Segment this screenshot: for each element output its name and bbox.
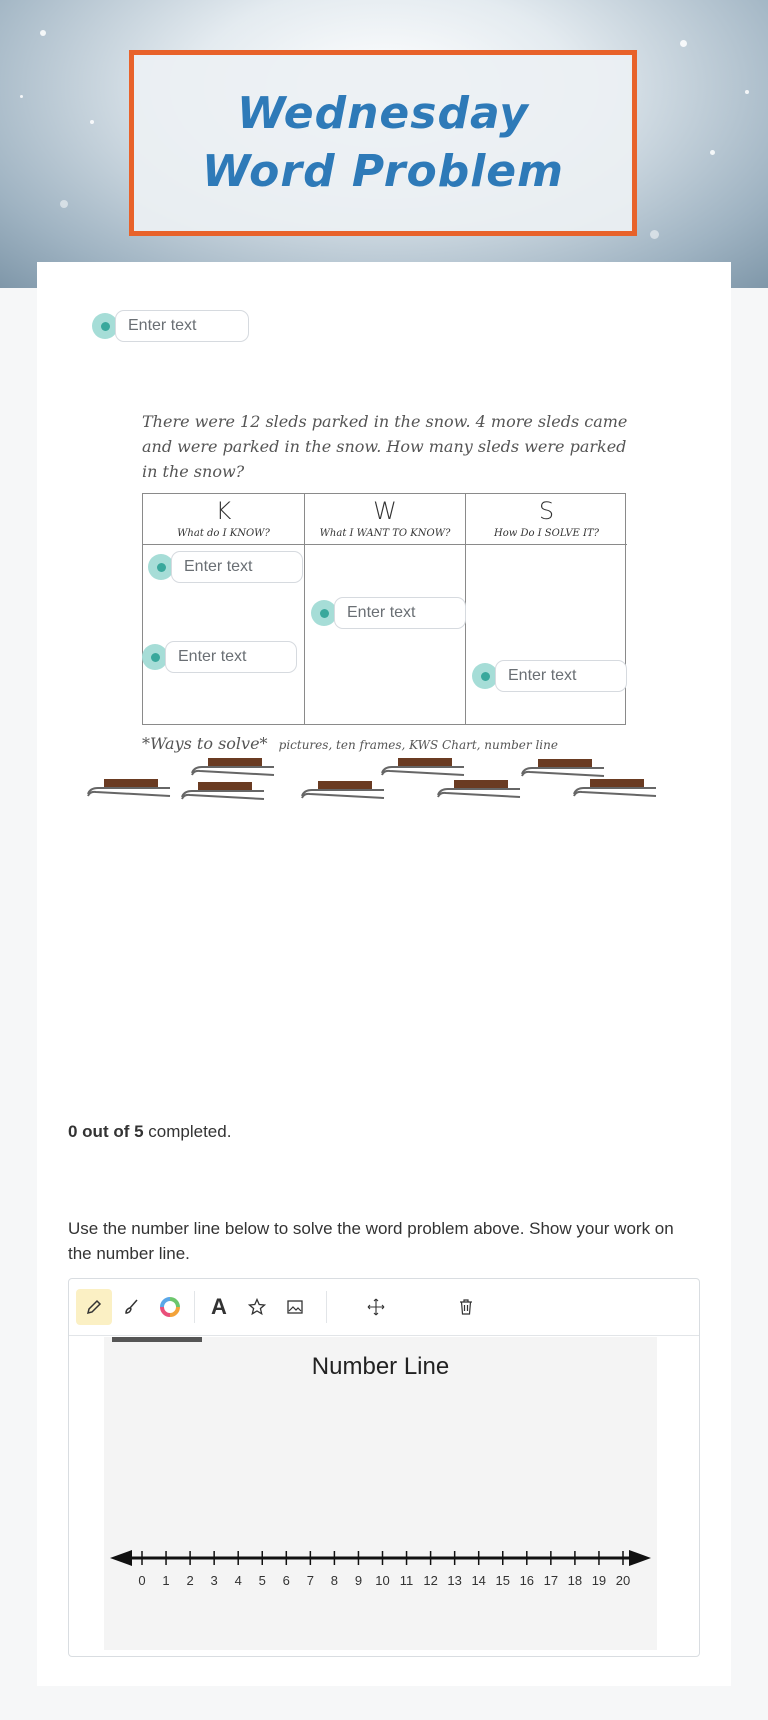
sled-icon [86, 774, 172, 800]
tick-label: 15 [495, 1573, 510, 1588]
sled-icon [436, 775, 522, 801]
toolbar-divider [326, 1291, 327, 1323]
ways-label: *Ways to solve* [142, 734, 268, 753]
drawing-canvas[interactable] [104, 1337, 657, 1650]
snowflake [650, 230, 659, 239]
tick-label: 4 [234, 1573, 242, 1588]
k-text-field-1[interactable]: Enter text [171, 551, 303, 583]
brush-icon[interactable] [114, 1289, 150, 1325]
w-text-field[interactable]: Enter text [334, 597, 466, 629]
name-text-field[interactable]: Enter text [115, 310, 249, 342]
kws-letter: S [538, 497, 555, 525]
tick-label: 6 [282, 1573, 290, 1588]
snowflake [20, 95, 23, 98]
snowflake [90, 120, 94, 124]
sled-icon [190, 753, 276, 779]
kws-header-w [305, 494, 465, 545]
number-line [104, 1337, 657, 1650]
tick-label: 20 [615, 1573, 631, 1588]
tick-label: 18 [567, 1573, 583, 1588]
k-field-group-2 [142, 641, 297, 673]
completion-status [68, 1122, 231, 1142]
star-icon[interactable] [239, 1289, 275, 1325]
tick-label: 19 [591, 1573, 607, 1588]
ways-list: pictures, ten frames, KWS Chart, number line [278, 738, 558, 752]
tick-label: 12 [423, 1573, 438, 1588]
tick-label: 13 [447, 1573, 462, 1588]
number-line-title: Number Line [311, 1353, 450, 1380]
tick-label: 5 [258, 1573, 266, 1588]
completion-count: 0 out of 5 [68, 1122, 144, 1141]
kws-letter: W [373, 497, 397, 525]
completion-suffix: completed. [143, 1122, 232, 1141]
arrow-right-icon [629, 1550, 651, 1566]
w-field-group [311, 597, 466, 629]
snowflake [680, 40, 687, 47]
drawing-instructions: Use the number line below to solve the word problem above. Show your work on the number line. [68, 1219, 674, 1263]
tick-label: 1 [162, 1573, 170, 1588]
s-text-field[interactable]: Enter text [495, 660, 627, 692]
snowflake [710, 150, 715, 155]
snowflake [60, 200, 68, 208]
tick-label: 11 [399, 1573, 414, 1588]
trash-icon[interactable] [448, 1289, 484, 1325]
tick-label: 8 [330, 1573, 338, 1588]
tick-label: 0 [138, 1573, 146, 1588]
name-field-group [92, 310, 249, 342]
sled-icon [300, 776, 386, 802]
kws-header-k [143, 494, 304, 545]
tick-label: 10 [375, 1573, 390, 1588]
kws-letter: K [215, 497, 232, 525]
pencil-icon[interactable] [76, 1289, 112, 1325]
tick-label: 2 [186, 1573, 194, 1588]
k-text-field-2[interactable]: Enter text [165, 641, 297, 673]
tick-label: 3 [210, 1573, 218, 1588]
text-icon[interactable]: A [211, 1294, 227, 1319]
arrow-left-icon [110, 1550, 132, 1566]
title-line-2: Word Problem [202, 146, 564, 197]
drawing-widget [68, 1278, 700, 1657]
kws-subtitle: How Do I SOLVE IT? [493, 528, 599, 539]
kws-column-k [143, 494, 305, 724]
k-field-group-1 [148, 551, 303, 583]
header-banner [0, 0, 768, 288]
snowflake [40, 30, 46, 36]
tick-label: 14 [471, 1573, 486, 1588]
tick-label: 16 [519, 1573, 535, 1588]
move-icon[interactable] [358, 1289, 394, 1325]
color-wheel-icon[interactable] [152, 1289, 188, 1325]
kws-header-s [466, 494, 627, 545]
toolbar-divider [194, 1291, 195, 1323]
s-field-group [472, 660, 627, 692]
tick-label: 17 [543, 1573, 559, 1588]
tick-label: 7 [306, 1573, 314, 1588]
image-icon[interactable] [277, 1289, 313, 1325]
kws-subtitle: What I WANT TO KNOW? [319, 528, 451, 539]
title-line-1: Wednesday [237, 88, 529, 139]
ways-to-solve [142, 734, 558, 753]
snowflake [745, 90, 749, 94]
drawing-toolbar [69, 1279, 699, 1336]
title-box [129, 50, 637, 236]
problem-text: There were 12 sleds parked in the snow. 4 more sleds came and were parked in the snow. How many sleds were parked in the snow? [142, 412, 628, 481]
tick-label: 9 [354, 1573, 363, 1588]
sled-icon [180, 777, 266, 803]
sled-icon [572, 774, 658, 800]
kws-subtitle: What do I KNOW? [177, 528, 270, 539]
